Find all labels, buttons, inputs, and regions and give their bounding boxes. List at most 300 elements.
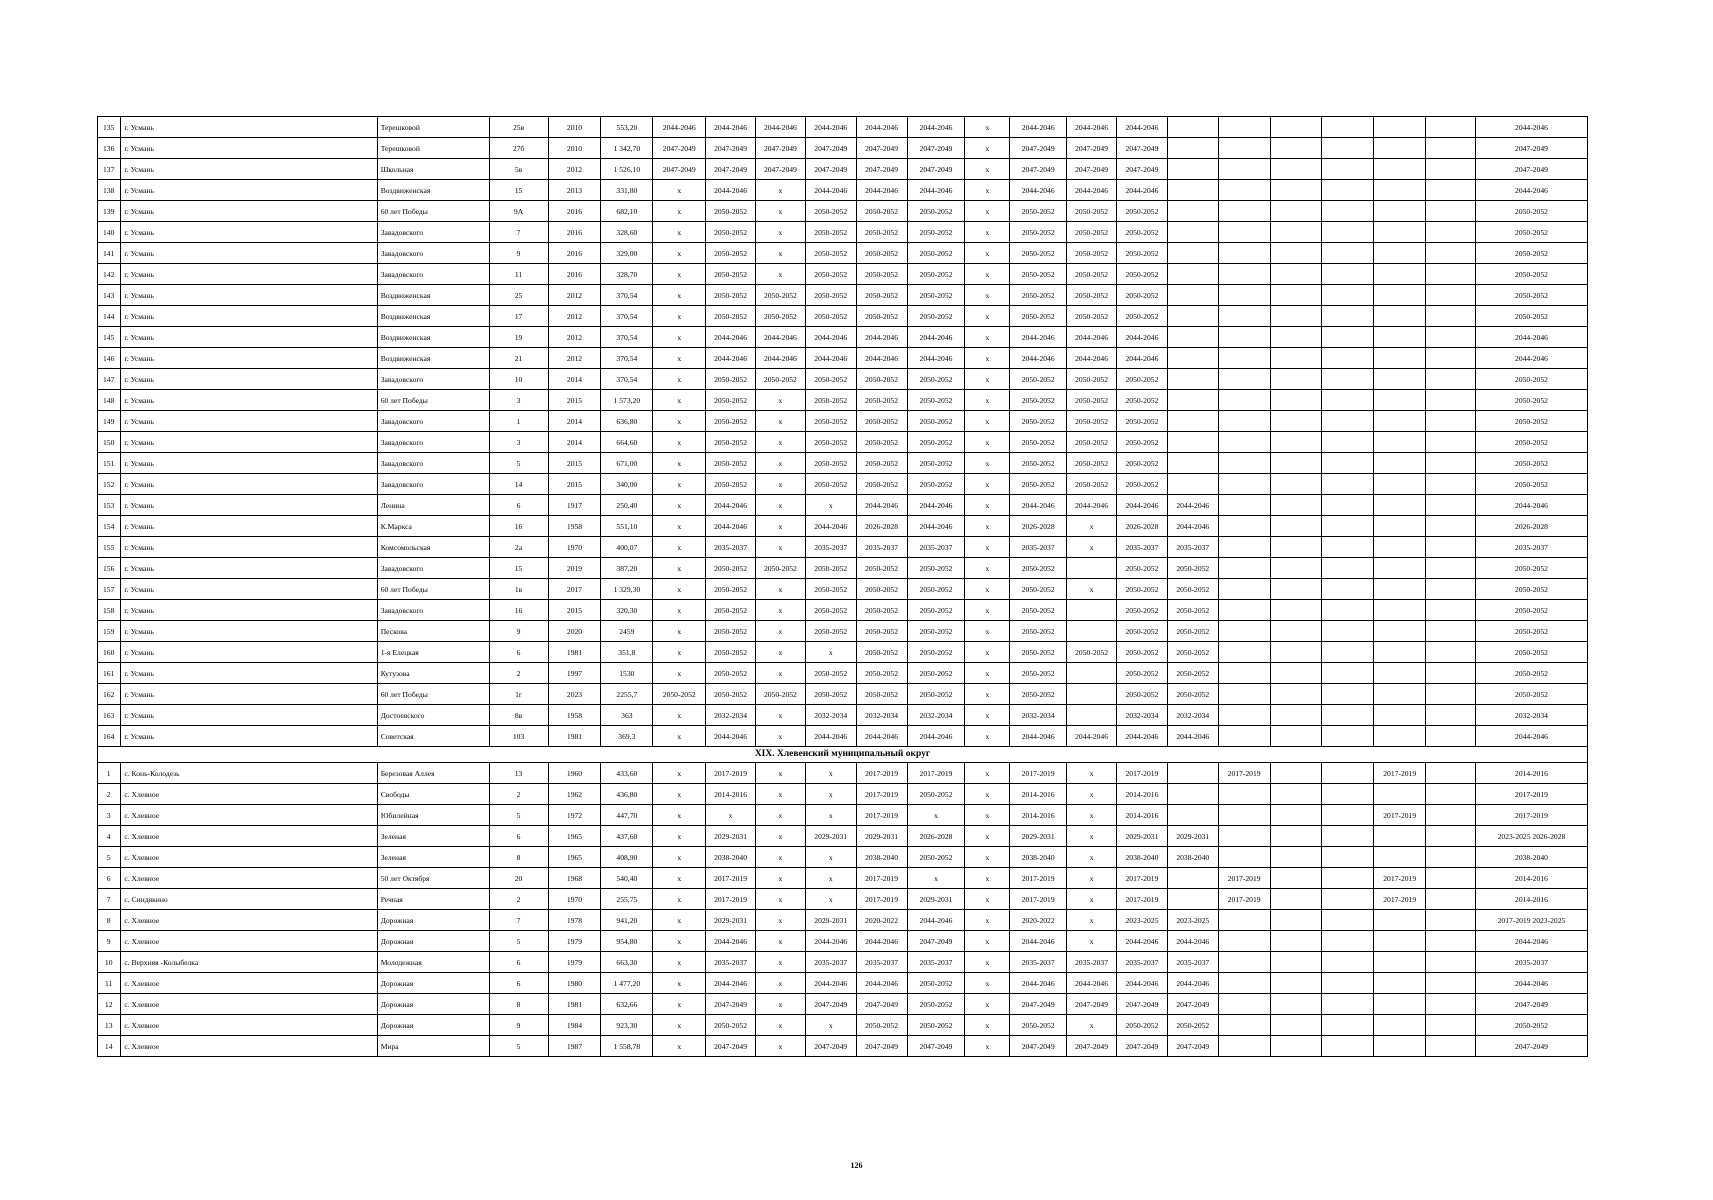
table-cell: 2050-2052 bbox=[1010, 474, 1067, 495]
table-cell: 2044-2046 bbox=[856, 931, 907, 952]
table-cell: 408,90 bbox=[601, 847, 653, 868]
table-cell: 2050-2052 bbox=[1475, 663, 1587, 684]
table-cell: 2038-2040 bbox=[1475, 847, 1587, 868]
table-cell-empty bbox=[1426, 474, 1476, 495]
table-row bbox=[98, 642, 1588, 663]
table-cell: 2014-2016 bbox=[706, 784, 756, 805]
table-cell: х bbox=[805, 1015, 856, 1036]
table-cell: 160 bbox=[98, 642, 121, 663]
table-cell: 2044-2046 bbox=[1117, 495, 1168, 516]
table-cell-empty bbox=[1426, 201, 1476, 222]
table-cell bbox=[1167, 117, 1218, 138]
table-cell: 2047-2049 bbox=[1475, 994, 1587, 1015]
table-cell: 159 bbox=[98, 621, 121, 642]
table-cell: 2044-2046 bbox=[706, 516, 756, 537]
table-cell: 2050-2052 bbox=[907, 1015, 965, 1036]
table-cell: 2050-2052 bbox=[1475, 453, 1587, 474]
table-cell-empty bbox=[1426, 784, 1476, 805]
table-cell: 2035-2037 bbox=[907, 952, 965, 973]
table-cell bbox=[1218, 931, 1270, 952]
table-cell: Кутузова bbox=[377, 663, 489, 684]
table-cell bbox=[1167, 327, 1218, 348]
table-cell: 328,70 bbox=[601, 264, 653, 285]
table-cell: с. Хлевное bbox=[121, 1015, 377, 1036]
table-cell: х bbox=[965, 889, 1010, 910]
table-cell: 2050-2052 bbox=[856, 285, 907, 306]
table-cell: г. Усмань bbox=[121, 453, 377, 474]
table-cell-empty bbox=[1426, 805, 1476, 826]
table-cell bbox=[1067, 558, 1117, 579]
table-cell: 2038-2040 bbox=[856, 847, 907, 868]
table-cell bbox=[1374, 516, 1426, 537]
table-cell: 2050-2052 bbox=[653, 684, 706, 705]
table-cell bbox=[1067, 663, 1117, 684]
table-cell: 2050-2052 bbox=[706, 1015, 756, 1036]
table-row bbox=[98, 243, 1588, 264]
table-cell: 2015 bbox=[548, 474, 601, 495]
table-cell: 150 bbox=[98, 432, 121, 453]
table-cell: 2050-2052 bbox=[907, 684, 965, 705]
table-row bbox=[98, 516, 1588, 537]
table-cell bbox=[1270, 579, 1322, 600]
table-cell: 2050-2052 bbox=[856, 432, 907, 453]
table-cell bbox=[1218, 180, 1270, 201]
table-cell-empty bbox=[1426, 180, 1476, 201]
table-cell: 2047-2049 bbox=[907, 138, 965, 159]
table-cell bbox=[1270, 264, 1322, 285]
table-row bbox=[98, 931, 1588, 952]
table-cell: 2035-2037 bbox=[1067, 952, 1117, 973]
table-cell: 2029-2031 bbox=[706, 826, 756, 847]
table-cell: 2050-2052 bbox=[706, 432, 756, 453]
table-cell: с. Синдякино bbox=[121, 889, 377, 910]
table-cell: 2050-2052 bbox=[907, 973, 965, 994]
table-cell: 2050-2052 bbox=[1475, 474, 1587, 495]
table-cell: х bbox=[653, 264, 706, 285]
table-cell: х bbox=[653, 537, 706, 558]
table-cell: 6 bbox=[489, 973, 548, 994]
table-cell: 145 bbox=[98, 327, 121, 348]
table-cell: 2047-2049 bbox=[653, 138, 706, 159]
table-cell: Завадовского bbox=[377, 369, 489, 390]
table-cell: 2050-2052 bbox=[856, 201, 907, 222]
table-cell: 2255,7 bbox=[601, 684, 653, 705]
table-cell bbox=[1374, 264, 1426, 285]
table-cell: х bbox=[805, 868, 856, 889]
table-cell: х bbox=[653, 285, 706, 306]
table-cell bbox=[1067, 705, 1117, 726]
table-cell: х bbox=[755, 243, 805, 264]
table-cell bbox=[1322, 138, 1374, 159]
table-cell: 2026-2028 bbox=[856, 516, 907, 537]
table-cell-empty bbox=[1426, 931, 1476, 952]
table-row bbox=[98, 453, 1588, 474]
table-cell: 16 bbox=[489, 600, 548, 621]
table-cell-empty bbox=[1426, 994, 1476, 1015]
table-cell: 2044-2046 bbox=[805, 726, 856, 747]
table-cell: 2050-2052 bbox=[907, 994, 965, 1015]
table-cell: г. Усмань bbox=[121, 600, 377, 621]
table-cell: х bbox=[653, 453, 706, 474]
table-cell bbox=[1167, 432, 1218, 453]
table-cell-empty bbox=[1426, 516, 1476, 537]
table-cell: х bbox=[653, 663, 706, 684]
table-cell: х bbox=[653, 952, 706, 973]
table-cell bbox=[1374, 952, 1426, 973]
table-cell: х bbox=[965, 201, 1010, 222]
table-cell-empty bbox=[1426, 889, 1476, 910]
table-cell: 2044-2046 bbox=[907, 180, 965, 201]
table-cell: 2050-2052 bbox=[1067, 432, 1117, 453]
table-cell: 2044-2046 bbox=[1117, 348, 1168, 369]
table-row bbox=[98, 159, 1588, 180]
table-cell: 2047-2049 bbox=[856, 994, 907, 1015]
table-cell bbox=[1218, 516, 1270, 537]
table-row bbox=[98, 763, 1588, 784]
table-cell: 370,54 bbox=[601, 327, 653, 348]
table-cell bbox=[1374, 453, 1426, 474]
table-cell bbox=[1218, 910, 1270, 931]
table-cell: х bbox=[755, 432, 805, 453]
table-cell: 671,00 bbox=[601, 453, 653, 474]
table-cell: с. Хлевное bbox=[121, 847, 377, 868]
table-cell: х bbox=[653, 763, 706, 784]
table-row bbox=[98, 889, 1588, 910]
table-cell: х bbox=[1067, 763, 1117, 784]
table-cell: х bbox=[965, 805, 1010, 826]
table-cell bbox=[1167, 180, 1218, 201]
table-cell: 156 bbox=[98, 558, 121, 579]
table-cell: 320,30 bbox=[601, 600, 653, 621]
table-cell: 162 bbox=[98, 684, 121, 705]
table-cell: 2047-2049 bbox=[805, 138, 856, 159]
table-cell: 2044-2046 bbox=[1167, 516, 1218, 537]
table-cell: с. Хлевное bbox=[121, 910, 377, 931]
table-cell: х bbox=[755, 826, 805, 847]
table-cell: г. Усмань bbox=[121, 432, 377, 453]
table-cell-empty bbox=[1426, 663, 1476, 684]
table-cell: х bbox=[653, 327, 706, 348]
table-cell: 2050-2052 bbox=[706, 243, 756, 264]
table-cell-empty bbox=[1426, 1015, 1476, 1036]
table-cell bbox=[1374, 348, 1426, 369]
table-cell: 9 bbox=[489, 243, 548, 264]
table-cell: 1 573,20 bbox=[601, 390, 653, 411]
table-cell: 2017-2019 bbox=[1218, 868, 1270, 889]
table-cell: х bbox=[965, 537, 1010, 558]
table-cell: 2047-2049 bbox=[1067, 994, 1117, 1015]
table-cell: 400,07 bbox=[601, 537, 653, 558]
table-cell: 2044-2046 bbox=[1475, 495, 1587, 516]
table-cell: 2050-2052 bbox=[755, 306, 805, 327]
table-cell: с. Верхняя -Колыбелка bbox=[121, 952, 377, 973]
table-cell bbox=[1218, 117, 1270, 138]
table-cell: 2012 bbox=[548, 285, 601, 306]
table-cell bbox=[1322, 264, 1374, 285]
table-cell: 2050-2052 bbox=[907, 621, 965, 642]
table-cell: х bbox=[755, 1036, 805, 1057]
table-cell bbox=[1270, 537, 1322, 558]
table-cell: г. Усмань bbox=[121, 264, 377, 285]
table-cell: 2050-2052 bbox=[1475, 600, 1587, 621]
table-cell: 2017-2019 bbox=[1010, 763, 1067, 784]
table-cell: 6 bbox=[98, 868, 121, 889]
table-cell: х bbox=[653, 369, 706, 390]
table-cell: г. Усмань bbox=[121, 579, 377, 600]
table-row bbox=[98, 910, 1588, 931]
table-cell: г. Усмань bbox=[121, 516, 377, 537]
table-cell bbox=[1270, 306, 1322, 327]
table-cell: 60 лет Победы bbox=[377, 390, 489, 411]
table-cell: 2050-2052 bbox=[1117, 642, 1168, 663]
table-row bbox=[98, 663, 1588, 684]
table-cell: 2050-2052 bbox=[856, 1015, 907, 1036]
table-cell: 2044-2046 bbox=[653, 117, 706, 138]
table-cell: 2029-2031 bbox=[1167, 826, 1218, 847]
table-cell: г. Усмань bbox=[121, 663, 377, 684]
table-cell: 2044-2046 bbox=[1010, 327, 1067, 348]
table-cell: 1960 bbox=[548, 763, 601, 784]
table-cell bbox=[1270, 411, 1322, 432]
table-cell: 2050-2052 bbox=[1067, 369, 1117, 390]
table-cell: г. Усмань bbox=[121, 180, 377, 201]
table-cell bbox=[1374, 931, 1426, 952]
table-cell bbox=[1270, 763, 1322, 784]
table-cell: Завадовского bbox=[377, 243, 489, 264]
table-cell: х bbox=[965, 369, 1010, 390]
table-cell bbox=[1218, 784, 1270, 805]
table-cell bbox=[1270, 726, 1322, 747]
table-cell-empty bbox=[1426, 642, 1476, 663]
table-cell: 2459 bbox=[601, 621, 653, 642]
table-cell: 2050-2052 bbox=[706, 222, 756, 243]
table-cell: Мира bbox=[377, 1036, 489, 1057]
table-cell bbox=[1322, 931, 1374, 952]
table-cell: 2050-2052 bbox=[1475, 390, 1587, 411]
table-cell: 2032-2034 bbox=[706, 705, 756, 726]
table-cell bbox=[1270, 642, 1322, 663]
table-cell bbox=[1167, 222, 1218, 243]
table-cell: 2050-2052 bbox=[1475, 201, 1587, 222]
table-cell: 2050-2052 bbox=[1475, 411, 1587, 432]
table-row bbox=[98, 411, 1588, 432]
table-cell bbox=[1374, 117, 1426, 138]
table-cell: 2017-2019 bbox=[856, 763, 907, 784]
table-cell: 1 526,10 bbox=[601, 159, 653, 180]
table-cell bbox=[1322, 784, 1374, 805]
table-cell: 2012 bbox=[548, 306, 601, 327]
table-cell bbox=[1167, 390, 1218, 411]
table-cell: г. Усмань bbox=[121, 642, 377, 663]
table-cell: 2044-2046 bbox=[1010, 726, 1067, 747]
table-cell: 954,80 bbox=[601, 931, 653, 952]
table-cell: 387,20 bbox=[601, 558, 653, 579]
table-cell: 2 bbox=[489, 889, 548, 910]
table-cell-empty bbox=[1426, 390, 1476, 411]
table-cell-empty bbox=[1426, 973, 1476, 994]
table-cell bbox=[1218, 1036, 1270, 1057]
table-cell: 2035-2037 bbox=[805, 952, 856, 973]
table-cell: 2044-2046 bbox=[856, 348, 907, 369]
housing-schedule-table bbox=[97, 116, 1588, 1057]
table-cell: 2050-2052 bbox=[805, 558, 856, 579]
table-cell: 2044-2046 bbox=[1067, 495, 1117, 516]
table-cell: 2029-2031 bbox=[805, 826, 856, 847]
table-cell: 25 bbox=[489, 285, 548, 306]
table-cell: 1987 bbox=[548, 1036, 601, 1057]
table-cell: 2044-2046 bbox=[856, 726, 907, 747]
table-cell: 153 bbox=[98, 495, 121, 516]
table-cell: 2026-2028 bbox=[1475, 516, 1587, 537]
table-cell bbox=[1270, 684, 1322, 705]
table-cell: 2023-2025 bbox=[1117, 910, 1168, 931]
table-cell: 2 bbox=[489, 663, 548, 684]
table-cell: 2050-2052 bbox=[907, 558, 965, 579]
table-row bbox=[98, 222, 1588, 243]
table-cell: х bbox=[965, 847, 1010, 868]
table-cell bbox=[1218, 201, 1270, 222]
table-cell: 328,60 bbox=[601, 222, 653, 243]
table-cell bbox=[1374, 994, 1426, 1015]
section-title: XIX. Хлевенский муниципальный округ bbox=[98, 747, 1588, 763]
table-cell: х bbox=[965, 390, 1010, 411]
table-cell bbox=[1270, 453, 1322, 474]
table-cell: 2050-2052 bbox=[1167, 600, 1218, 621]
table-cell: 632,66 bbox=[601, 994, 653, 1015]
table-cell bbox=[1322, 348, 1374, 369]
table-cell: 2044-2046 bbox=[1010, 180, 1067, 201]
table-cell: 2050-2052 bbox=[1167, 642, 1218, 663]
table-cell: х bbox=[755, 784, 805, 805]
table-cell: Достоевского bbox=[377, 705, 489, 726]
table-cell: 2017-2019 bbox=[907, 763, 965, 784]
table-cell: 2044-2046 bbox=[856, 327, 907, 348]
table-cell-empty bbox=[1426, 537, 1476, 558]
table-cell: 7 bbox=[489, 222, 548, 243]
table-cell: 2044-2046 bbox=[706, 327, 756, 348]
table-cell bbox=[1374, 579, 1426, 600]
table-cell: 2050-2052 bbox=[1117, 558, 1168, 579]
table-cell: 149 bbox=[98, 411, 121, 432]
table-cell: 2044-2046 bbox=[1067, 327, 1117, 348]
table-row bbox=[98, 537, 1588, 558]
table-cell: х bbox=[965, 705, 1010, 726]
table-cell: 2035-2037 bbox=[907, 537, 965, 558]
table-cell bbox=[1270, 327, 1322, 348]
table-cell: 5 bbox=[489, 805, 548, 826]
table-cell: 2044-2046 bbox=[1010, 348, 1067, 369]
table-cell bbox=[1270, 889, 1322, 910]
table-cell: 5 bbox=[98, 847, 121, 868]
table-cell: х bbox=[965, 1036, 1010, 1057]
table-cell: 11 bbox=[489, 264, 548, 285]
table-cell: г. Усмань bbox=[121, 369, 377, 390]
table-cell: 27б bbox=[489, 138, 548, 159]
table-cell bbox=[1322, 826, 1374, 847]
table-cell: х bbox=[965, 474, 1010, 495]
table-cell: 2017-2019 bbox=[1117, 889, 1168, 910]
table-cell: х bbox=[965, 726, 1010, 747]
table-cell: 2016 bbox=[548, 201, 601, 222]
table-cell bbox=[1270, 784, 1322, 805]
table-cell: х bbox=[755, 537, 805, 558]
table-cell: 2044-2046 bbox=[1475, 327, 1587, 348]
table-cell: х bbox=[965, 159, 1010, 180]
table-cell: х bbox=[805, 889, 856, 910]
table-cell: 682,10 bbox=[601, 201, 653, 222]
table-cell: 2050-2052 bbox=[907, 784, 965, 805]
table-cell: 60 лет Победы bbox=[377, 201, 489, 222]
table-cell: 2050-2052 bbox=[856, 306, 907, 327]
table-cell: г. Усмань bbox=[121, 474, 377, 495]
table-cell: 2044-2046 bbox=[1117, 931, 1168, 952]
table-cell: 2050-2052 bbox=[1117, 621, 1168, 642]
table-cell bbox=[1218, 600, 1270, 621]
table-cell bbox=[1167, 138, 1218, 159]
table-cell bbox=[1270, 390, 1322, 411]
table-row bbox=[98, 952, 1588, 973]
table-cell: 2050-2052 bbox=[907, 243, 965, 264]
table-cell bbox=[1270, 868, 1322, 889]
table-cell: 6 bbox=[489, 495, 548, 516]
table-cell: 2044-2046 bbox=[1010, 495, 1067, 516]
table-cell: 2050-2052 bbox=[706, 600, 756, 621]
table-cell: х bbox=[755, 201, 805, 222]
table-cell: 2044-2046 bbox=[1167, 726, 1218, 747]
table-cell: Воздвиженская bbox=[377, 285, 489, 306]
table-cell: 2047-2049 bbox=[1117, 159, 1168, 180]
table-cell: 8в bbox=[489, 705, 548, 726]
table-cell: 2050-2052 bbox=[1117, 306, 1168, 327]
table-cell bbox=[1270, 285, 1322, 306]
table-cell: Юбилейная bbox=[377, 805, 489, 826]
table-cell: Зеленая bbox=[377, 826, 489, 847]
table-cell: 2017-2019 bbox=[706, 763, 756, 784]
table-cell: 2029-2031 bbox=[856, 826, 907, 847]
table-row bbox=[98, 805, 1588, 826]
table-cell: 2026-2028 bbox=[1117, 516, 1168, 537]
table-cell: 2017-2019 bbox=[1117, 868, 1168, 889]
table-row bbox=[98, 1015, 1588, 1036]
table-cell: 2050-2052 bbox=[1010, 453, 1067, 474]
table-cell: 136 bbox=[98, 138, 121, 159]
table-cell: Дорожная bbox=[377, 910, 489, 931]
table-cell bbox=[1374, 474, 1426, 495]
table-cell: 157 bbox=[98, 579, 121, 600]
table-cell: х bbox=[907, 868, 965, 889]
table-cell bbox=[1270, 138, 1322, 159]
table-cell bbox=[1322, 222, 1374, 243]
table-cell: Завадовского bbox=[377, 264, 489, 285]
page-number: 126 bbox=[850, 1161, 863, 1170]
table-cell bbox=[1270, 516, 1322, 537]
table-cell: х bbox=[1067, 1015, 1117, 1036]
table-cell: 2050-2052 bbox=[1010, 432, 1067, 453]
table-cell: х bbox=[755, 453, 805, 474]
table-cell-empty bbox=[1426, 432, 1476, 453]
table-cell: 8 bbox=[98, 910, 121, 931]
table-cell: 2015 bbox=[548, 453, 601, 474]
table-cell: 2050-2052 bbox=[1067, 453, 1117, 474]
table-cell: 2а bbox=[489, 537, 548, 558]
table-cell: х bbox=[965, 994, 1010, 1015]
table-cell: 2050-2052 bbox=[805, 474, 856, 495]
table-cell: 636,80 bbox=[601, 411, 653, 432]
table-cell: 2014-2016 bbox=[1010, 784, 1067, 805]
table-cell bbox=[1322, 474, 1374, 495]
table-cell: 2047-2049 bbox=[1475, 1036, 1587, 1057]
table-cell: 2044-2046 bbox=[1067, 973, 1117, 994]
